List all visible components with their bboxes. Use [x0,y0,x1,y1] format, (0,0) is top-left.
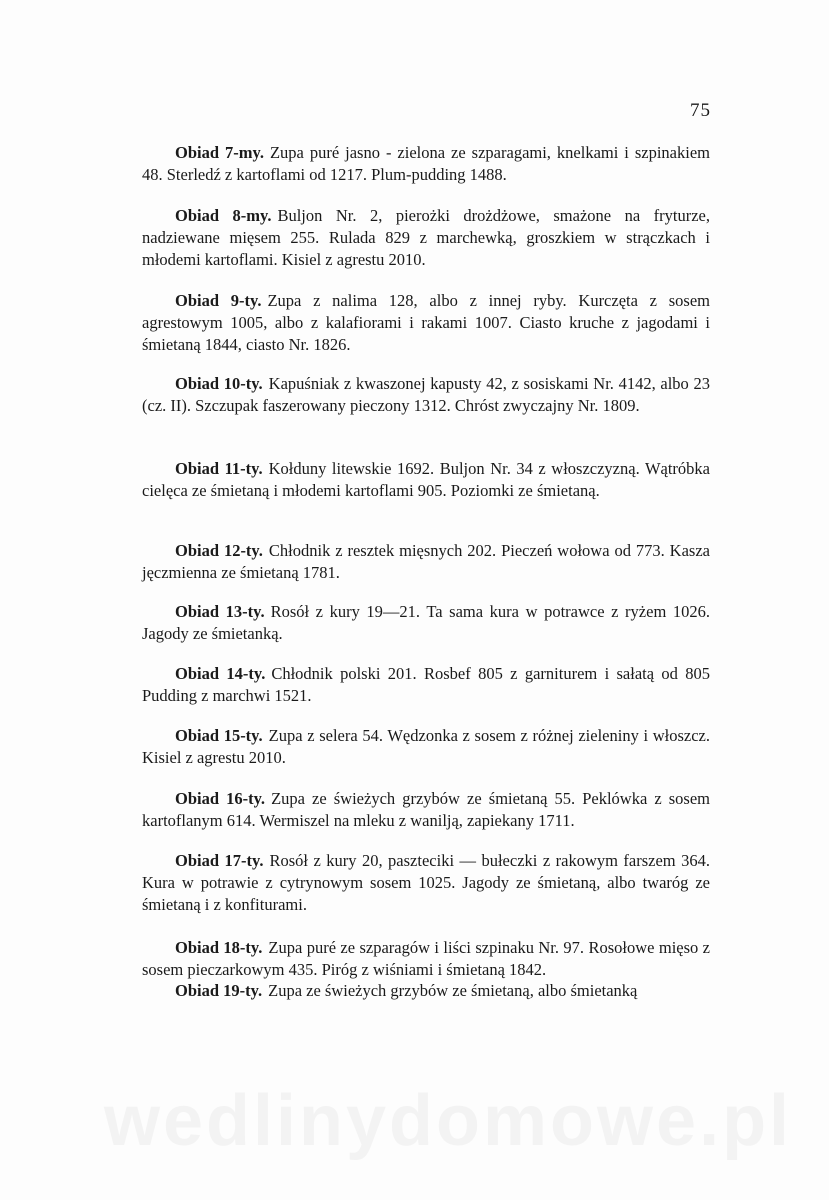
entry-text: Rosół z kury 20, paszteciki — bułeczki z rakowym farszem 364. Kura w potrawie z cytrynowym sosem 1025. Jagody ze śmietaną, albo twaróg ze śmietaną i z konfiturami. [142,851,710,914]
entry-text: Zupa puré jasno - zielona ze szparagami, knelkami i szpinakiem 48. Sterledź z kartoflami od 1217. Plum-pudding 1488. [142,143,710,184]
entry-text: Zupa puré ze szparagów i liści szpinaku Nr. 97. Rosołowe mięso z sosem pieczarkowym 435. Piróg z wiśniami i śmietaną 1842. [142,938,710,979]
menu-entry [142,980,710,1002]
entry-label: Obiad 14-ty. [175,664,266,683]
entry-text: Zupa ze świeżych grzybów ze śmietaną, albo śmietanką [268,981,638,1000]
entry-label: Obiad 18-ty. [175,938,263,957]
entry-text: Kapuśniak z kwaszonej kapusty 42, z sosiskami Nr. 4142, albo 23 (cz. II). Szczupak faszerowany pieczony 1312. Chróst zwyczajny Nr. 1809. [142,374,710,415]
entry-label: Obiad 12-ty. [175,541,263,560]
entry-text: Zupa ze świeżych grzybów ze śmietaną 55. Peklówka z sosem kartoflanym 614. Wermiszel na mleku z wanilją, zapiekany 1711. [142,789,710,830]
menu-entry [142,663,710,707]
watermark: wedlinydomowe.pl [104,1081,793,1161]
menu-entry [142,788,710,832]
entry-text: Zupa z selera 54. Wędzonka z sosem z różnej zieleniny i włoszcz. Kisiel z agrestu 2010. [142,726,711,767]
menu-entry [142,142,710,186]
entry-label: Obiad 9-ty. [175,291,262,310]
entry-label: Obiad 10-ty. [175,374,263,393]
entry-text: Zupa z nalima 128, albo z innej ryby. Kurczęta z sosem agrestowym 1005, albo z kalafiorami i rakami 1007. Ciasto kruche z jagodami i śmietaną 1844, ciasto Nr. 1826. [142,291,710,354]
entry-label: Obiad 8-my. [175,206,272,225]
entry-text: Kołduny litewskie 1692. Buljon Nr. 34 z włoszczyzną. Wątróbka cielęca ze śmietaną i młodemi kartoflami 905. Poziomki ze śmietaną. [142,459,710,500]
menu-entry [142,937,710,981]
entry-label: Obiad 16-ty. [175,789,266,808]
entry-label: Obiad 17-ty. [175,851,264,870]
entry-label: Obiad 19-ty. [175,981,263,1000]
menu-entry [142,458,710,502]
menu-entry [142,850,710,916]
entry-text: Rosół z kury 19—21. Ta sama kura w potrawce z ryżem 1026. Jagody ze śmietanką. [142,602,710,643]
entry-label: Obiad 7-my. [175,143,264,162]
entry-text: Chłodnik polski 201. Rosbef 805 z garniturem i sałatą od 805 Pudding z marchwi 1521. [142,664,710,705]
menu-entry [142,540,710,584]
page-number: 75 [690,100,711,121]
entry-label: Obiad 13-ty. [175,602,265,621]
menu-entry [142,601,710,645]
menu-entry [142,725,710,769]
menu-entry [142,373,710,417]
entry-text: Buljon Nr. 2, pierożki drożdżowe, smażone na fryturze, nadziewane mięsem 255. Rulada 829 z marchewką, groszkiem w strączkach i młodemi kartoflami. Kisiel z agrestu 2010. [142,206,710,269]
menu-entry [142,205,710,271]
entry-label: Obiad 15-ty. [175,726,263,745]
entry-label: Obiad 11-ty. [175,459,263,478]
entry-text: Chłodnik z resztek mięsnych 202. Pieczeń wołowa od 773. Kasza jęczmienna ze śmietaną 1781. [142,541,710,582]
menu-entry [142,290,710,356]
